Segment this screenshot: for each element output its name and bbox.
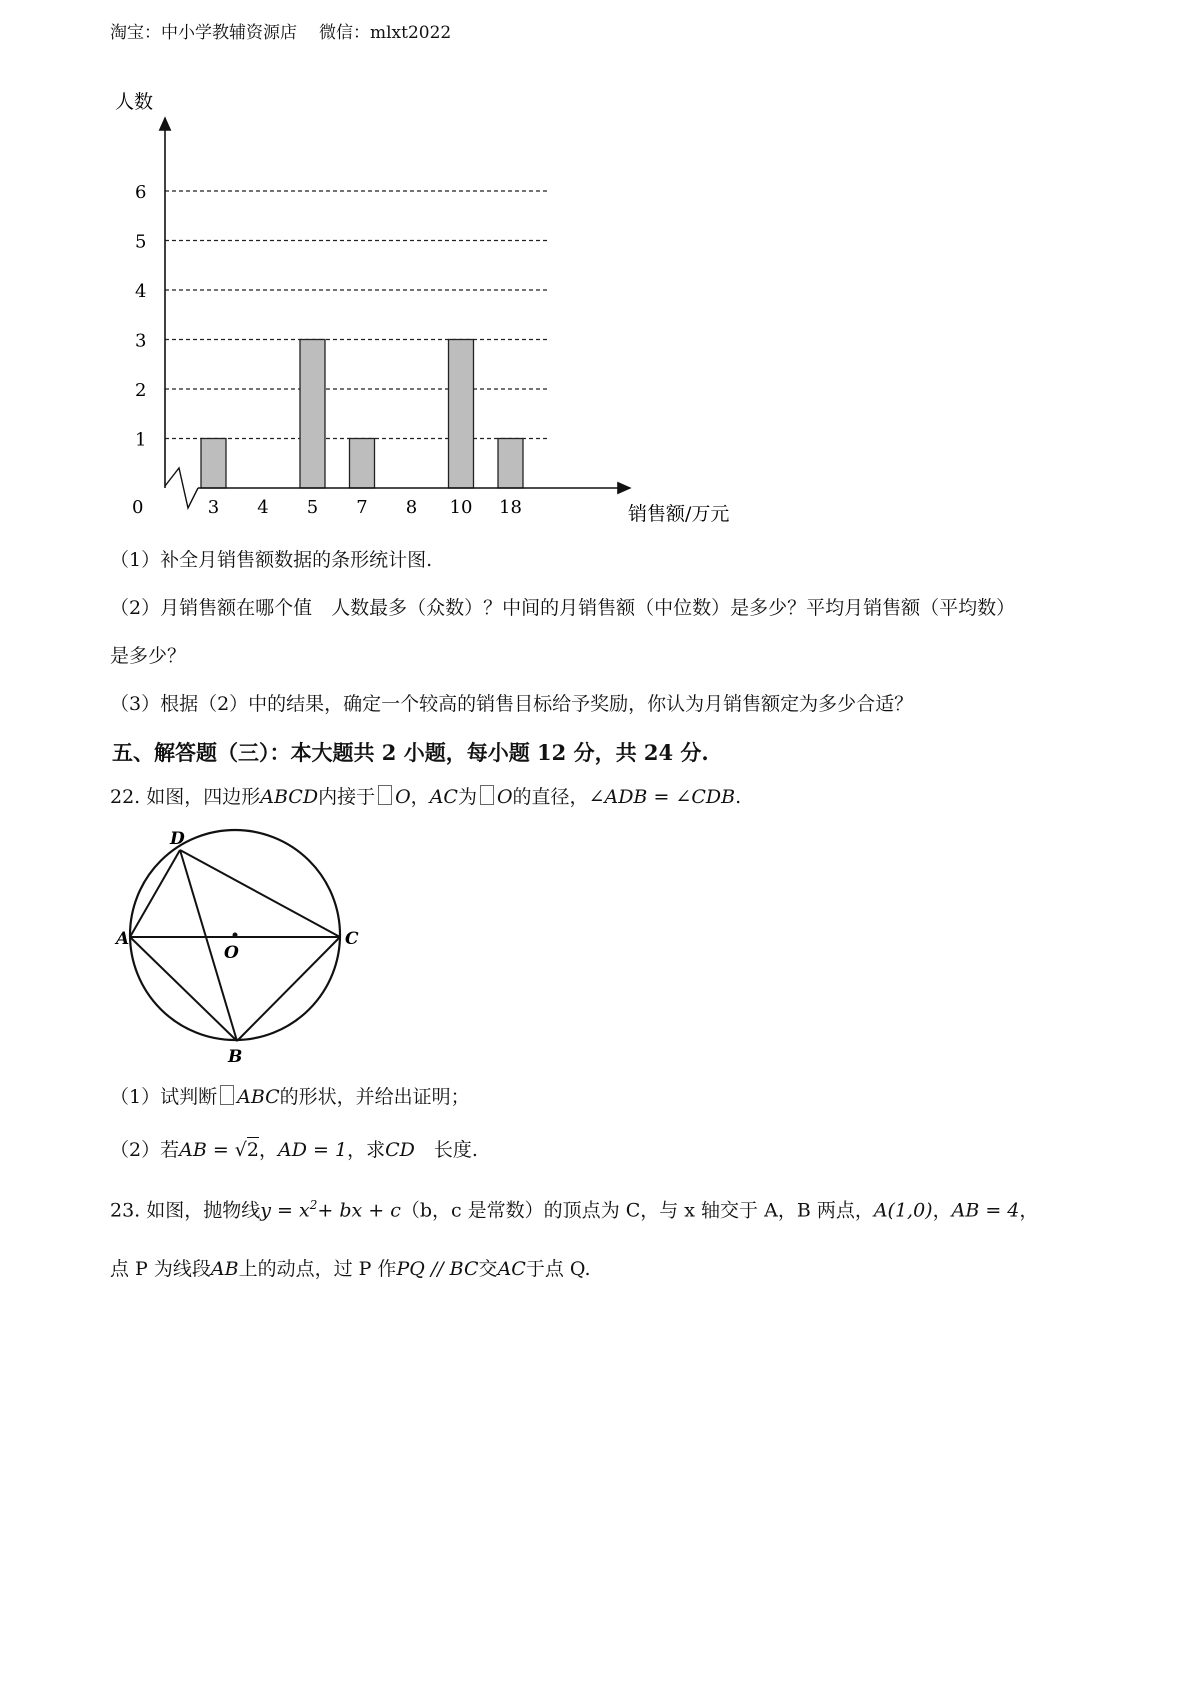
x-tick-label: 4 [257,497,269,518]
q23-point-a: A(1,0) [873,1199,933,1222]
q22-text: ， [410,786,430,808]
q22-p2-sqrt-value: 2 [246,1139,259,1161]
q22-part1 [110,1085,470,1110]
q23-equation-exponent: 2 [309,1198,318,1212]
section-heading: 五、解答题（三）：本大题共 2 小题，每小题 12 分，共 24 分. [112,740,709,765]
q22-p2-text: ， [259,1139,279,1161]
q22-p2-ab: AB = [179,1139,229,1161]
y-tick-label: 1 [135,429,147,451]
q23-equation: y = x [260,1199,310,1222]
q22-p2-text: 长度. [414,1139,478,1161]
q22-p2-text: ，求 [347,1139,386,1161]
q22-circle-o: O [496,786,513,808]
vertex-label-d: D [170,829,185,849]
q21-part2-line1: （2）月销售额在哪个值 人数最多（众数）？中间的月销售额（中位数）是多少？平均月销售额（平均数） [110,597,1016,619]
x-tick-label: 8 [405,497,418,518]
q22-text: . [735,786,742,808]
q21-part2-line2: 是多少？ [110,645,187,667]
q22-text: 为 [457,786,477,808]
x-axis-label: 销售额/万元 [628,503,730,525]
q22-p2-cd: CD [385,1139,415,1161]
q23-text: ， [1019,1199,1039,1222]
q23-text: 点 P 为线段 [110,1258,211,1280]
vertex-label-b: B [228,1047,243,1067]
q22-quad: ABCD [260,786,319,808]
bar [300,340,325,489]
sqrt-icon: √ [234,1139,247,1161]
q22-text: 22. 如图，四边形 [110,786,261,808]
q22-p1-text: 的形状，并给出证明； [279,1086,470,1108]
circle-symbol-icon [378,785,392,805]
bar [498,439,523,489]
q22-part2 [110,1138,478,1163]
triangle-symbol-icon [220,1085,234,1105]
q23-line2 [110,1257,591,1282]
q22-p1-text: （1）试判断 [110,1086,218,1108]
q23-text: 23. 如图，抛物线 [110,1199,261,1222]
header-wechat: 微信：mlxt2022 [319,23,452,43]
chart-gridlines [165,191,550,439]
y-axis-label: 人数 [115,91,154,113]
q22-ac: AC [429,786,458,808]
x-tick-labels [208,497,522,518]
q23-text: 交 [478,1258,498,1280]
q22-angles: ∠ADB = ∠CDB [588,786,736,808]
y-tick-labels [135,182,146,451]
q23-equation-rest: + bx + c [317,1199,401,1222]
q23-ab-length: AB = 4 [951,1199,1020,1222]
y-tick-label: 4 [135,281,147,302]
x-tick-label: 18 [499,497,522,518]
y-tick-label: 5 [135,231,147,253]
q22-text: 内接于 [318,786,376,808]
center-point-o [233,933,238,938]
q23-text: 于点 Q. [525,1258,591,1280]
x-tick-label: 10 [449,497,473,518]
bar [449,340,474,489]
q23-pq-parallel: PQ // BC [396,1258,479,1280]
q22-circle-o: O [395,786,411,808]
q23-ac: AC [497,1258,526,1280]
y-tick-label: 3 [135,330,147,352]
x-tick-label: 7 [356,497,368,518]
q22-text: 的直径， [512,786,589,808]
y-tick-label: 6 [135,182,147,203]
bar [201,439,226,489]
origin-label: 0 [132,497,144,518]
q23-line1 [110,1198,1038,1223]
q23-text: （b，c 是常数）的顶点为 C，与 x 轴交于 A，B 两点， [400,1199,874,1222]
q22-stem [110,785,741,810]
circle-quadrilateral-figure [110,820,370,1070]
vertex-label-a: A [116,929,130,949]
page-header [110,18,451,43]
q23-text: ， [932,1199,952,1222]
q22-p1-abc: ABC [237,1086,280,1108]
q22-p2-ad: AD = 1 [278,1139,348,1161]
chart-bars [201,340,523,489]
q21-part1: （1）补全月销售额数据的条形统计图. [110,549,433,571]
vertex-label-o: O [224,943,239,963]
axis-break-icon [165,468,198,508]
x-tick-label: 3 [207,497,220,518]
sales-bar-chart [100,88,760,538]
q23-ab: AB [210,1258,239,1280]
q21-part3: （3）根据（2）中的结果，确定一个较高的销售目标给予奖励，你认为月销售额定为多少合适？ [110,693,914,715]
header-shop: 淘宝：中小学教辅资源店 [110,23,297,43]
q22-p2-text: （2）若 [110,1139,180,1161]
vertex-label-c: C [345,929,359,949]
y-tick-label: 2 [135,380,147,401]
circle-symbol-icon [480,785,494,805]
bar [350,439,375,489]
x-tick-label: 5 [306,497,319,518]
q23-text: 上的动点，过 P 作 [238,1258,397,1280]
